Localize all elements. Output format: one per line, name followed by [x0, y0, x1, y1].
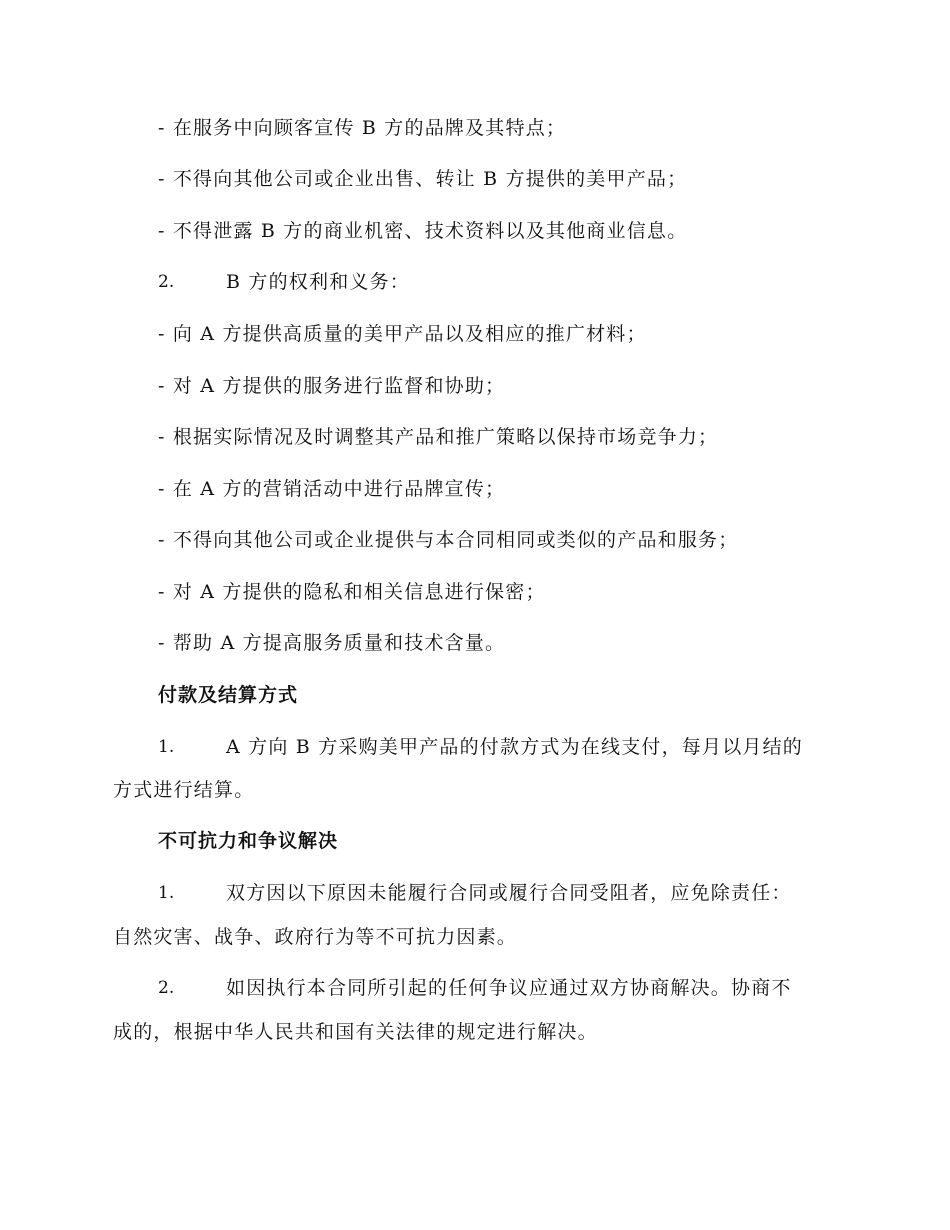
force-majeure-clause-line1: 双方因以下原因未能履行合同或履行合同受阻者，应免除责任： [226, 882, 792, 904]
dispute-clause-line1: 如因执行本合同所引起的任何争议应通过双方协商解决。协商不 [226, 977, 792, 999]
a-obligation-item: - 不得向其他公司或企业出售、转让 B 方提供的美甲产品； [158, 168, 688, 190]
b-obligation-item: - 对 A 方提供的服务进行监督和协助； [158, 375, 506, 397]
b-obligation-item: - 根据实际情况及时调整其产品和推广策略以保持市场竞争力； [158, 426, 719, 448]
dispute-clause-number: 2. [158, 978, 175, 998]
a-obligation-item: - 不得泄露 B 方的商业机密、技术资料以及其他商业信息。 [158, 220, 688, 242]
b-obligation-item: - 不得向其他公司或企业提供与本合同相同或类似的产品和服务； [158, 529, 739, 551]
b-obligation-item: - 帮助 A 方提高服务质量和技术含量。 [158, 632, 506, 654]
b-obligation-item: - 向 A 方提供高质量的美甲产品以及相应的推广材料； [158, 323, 647, 345]
force-majeure-heading: 不可抗力和争议解决 [158, 830, 339, 852]
a-obligation-item: - 在服务中向顾客宣传 B 方的品牌及其特点； [158, 117, 567, 139]
dispute-clause-line2: 成的，根据中华人民共和国有关法律的规定进行解决。 [113, 1021, 598, 1043]
payment-heading: 付款及结算方式 [158, 684, 299, 706]
force-majeure-clause-number: 1. [158, 883, 175, 903]
section-b-number: 2. [158, 272, 175, 292]
force-majeure-clause-line2: 自然灾害、战争、政府行为等不可抗力因素。 [113, 926, 518, 948]
b-obligation-item: - 在 A 方的营销活动中进行品牌宣传； [158, 478, 506, 500]
payment-clause-line2: 方式进行结算。 [113, 779, 255, 801]
b-obligation-item: - 对 A 方提供的隐私和相关信息进行保密； [158, 581, 546, 603]
section-b-title: B 方的权利和义务： [226, 271, 411, 293]
payment-clause-line1: A 方向 B 方采购美甲产品的付款方式为在线支付，每月以月结的 [226, 736, 804, 758]
payment-clause-number: 1. [158, 737, 175, 757]
